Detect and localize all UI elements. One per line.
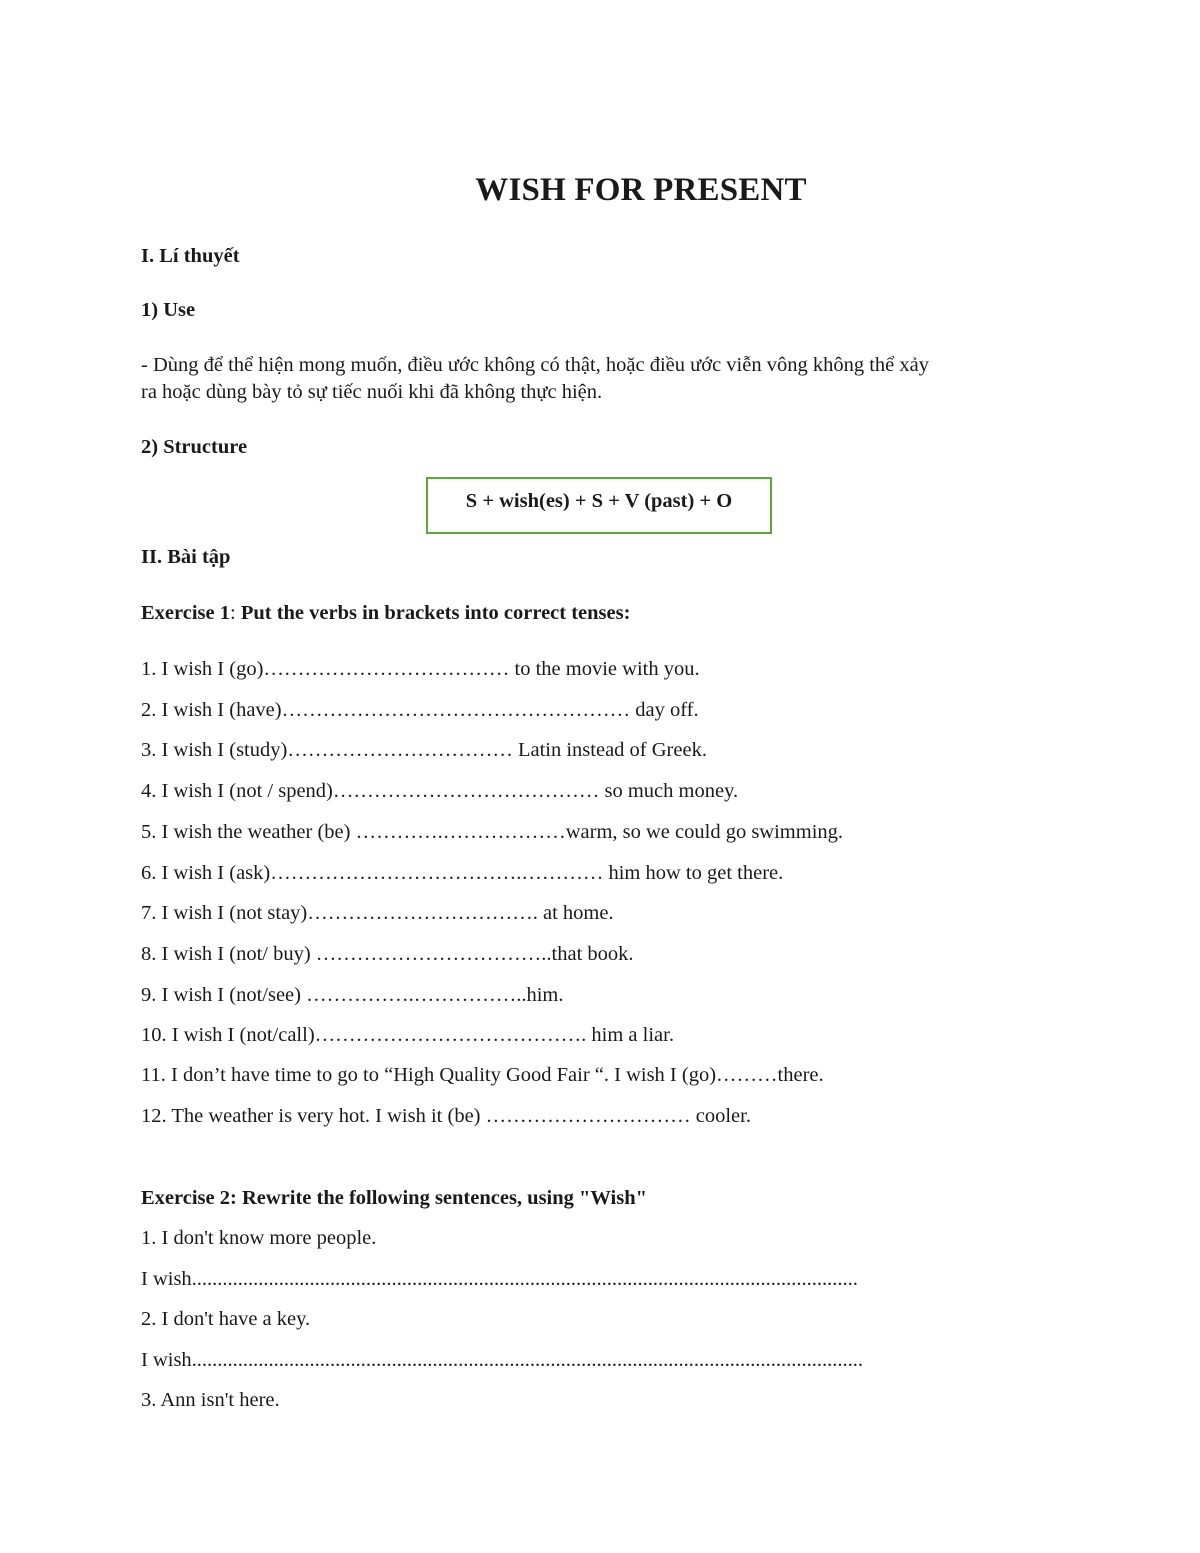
exercise1-item: 10. I wish I (not/call)…………………………………. him a liar. [141,1024,674,1046]
exercise1-label: Exercise 1 [141,602,230,624]
exercise1-item: 2. I wish I (have)…………………………………………… day off. [141,699,699,721]
exercise1-item: 1. I wish I (go)……………………………… to the movie with you. [141,658,700,680]
structure-heading: 2) Structure [141,436,248,458]
use-text-line-1: - Dùng để thể hiện mong muốn, điều ước không có thật, hoặc điều ước viễn vông không thể xảy [141,354,929,376]
exercise1-item: 5. I wish the weather (be) ………….………………warm, so we could go swimming. [141,821,844,843]
use-text-line-2: ra hoặc dùng bày tỏ sự tiếc nuối khi đã không thực hiện. [141,381,603,403]
formula-box [426,477,772,534]
exercise2-line: 3. Ann isn't here. [141,1389,280,1411]
exercise1-item: 6. I wish I (ask)……………………………….………… him how to get there. [141,862,784,884]
exercise2-line: 2. I don't have a key. [141,1308,311,1330]
section-heading-exercises: II. Bài tập [141,546,231,568]
exercise1-item: 9. I wish I (not/see) …………….……………..him. [141,984,564,1006]
exercise1-item: 3. I wish I (study)…………………………… Latin instead of Greek. [141,739,707,761]
use-heading: 1) Use [141,299,196,321]
exercise1-item: 12. The weather is very hot. I wish it (be) ………………………… cooler. [141,1105,751,1127]
exercise2-line: 1. I don't know more people. [141,1227,377,1249]
exercise2-answer-line: I wish................................................................................................................................... [141,1349,864,1371]
exercise1-item: 7. I wish I (not stay)……………………………. at home. [141,902,614,924]
section-heading-theory: I. Lí thuyết [141,245,240,267]
page-title: WISH FOR PRESENT [475,172,807,208]
exercise1-instruction: : Put the verbs in brackets into correct tenses: [230,602,631,624]
exercise1-colon-instruction [230,602,630,624]
exercise2-answer-line: I wish.................................................................................................................................. [141,1268,858,1290]
exercise1-item: 8. I wish I (not/ buy) ……………………………..that book. [141,943,634,965]
exercise1-heading [141,600,630,626]
exercise1-item: 4. I wish I (not / spend)………………………………… so much money. [141,780,739,802]
formula-text: S + wish(es) + S + V (past) + O [465,490,733,512]
exercise1-item: 11. I don’t have time to go to “High Quality Good Fair “. I wish I (go)………there. [141,1064,824,1086]
exercise2-heading: Exercise 2: Rewrite the following sentences, using "Wish" [141,1187,647,1209]
